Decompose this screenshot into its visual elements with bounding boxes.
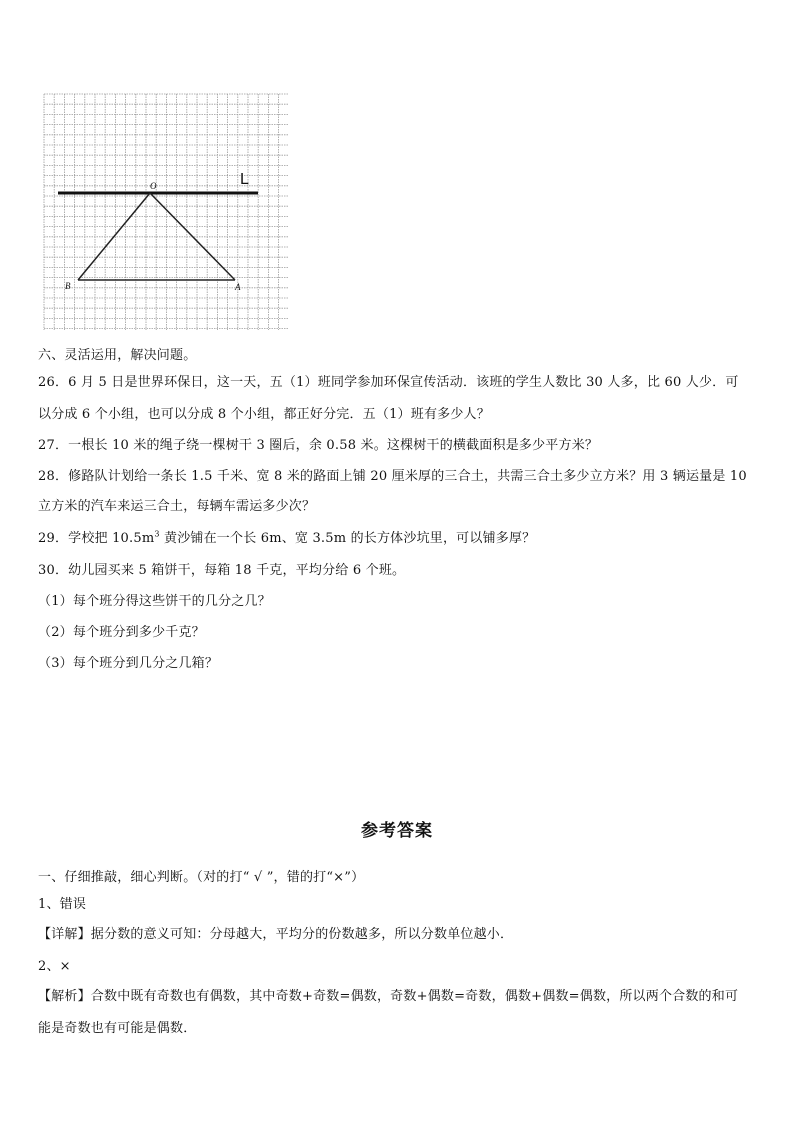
label-l: L xyxy=(240,171,249,188)
question-26-line2: 以分成 6 个小组，也可以分成 8 个小组，都正好分完．五（1）班有多少人？ xyxy=(38,407,490,422)
answer-1: 1、错误 xyxy=(38,897,87,912)
section6-heading: 六、灵活运用，解决问题。 xyxy=(38,348,197,363)
answer-2-detail-line1: 【解析】合数中既有奇数也有偶数，其中奇数+奇数=偶数，奇数+偶数=奇数，偶数+偶数=偶数，所以两个合数的和可 xyxy=(38,989,739,1004)
label-o: O xyxy=(150,181,157,191)
question-30-part2: （2）每个班分到多少千克？ xyxy=(38,625,205,640)
question-29 xyxy=(38,529,758,549)
label-a: A xyxy=(235,282,241,292)
question-28-line1: 28．修路队计划给一条长 1.5 千米、宽 8 米的路面上铺 20 厘米厚的三合土，共需三合土多少立方米？用 3 辆运量是 10 xyxy=(38,469,747,484)
answers-title: 参考答案 xyxy=(361,821,433,841)
question-29-before: 29．学校把 10.5m xyxy=(38,531,155,546)
question-26-line1: 26．6 月 5 日是世界环保日，这一天，五（1）班同学参加环保宣传活动．该班的学生人数比 30 人多，比 60 人少．可 xyxy=(38,375,739,390)
label-b: B xyxy=(65,281,71,291)
question-27: 27．一根长 10 米的绳子绕一棵树干 3 圈后，余 0.58 米。这棵树干的横截面积是多少平方米？ xyxy=(38,438,599,453)
question-28-line2: 立方米的汽车来运三合土，每辆车需运多少次？ xyxy=(38,499,316,514)
question-30-part3: （3）每个班分到几分之几箱？ xyxy=(38,656,219,671)
grid-triangle-figure xyxy=(40,90,292,334)
answer-2-detail-line2: 能是奇数也有可能是偶数． xyxy=(38,1021,197,1036)
grid-lines xyxy=(44,94,288,330)
answer-2: 2、× xyxy=(38,959,71,974)
answer-1-detail: 【详解】据分数的意义可知：分母越大，平均分的份数越多，所以分数单位越小． xyxy=(38,927,514,942)
question-30: 30．幼儿园买来 5 箱饼干，每箱 18 千克，平均分给 6 个班。 xyxy=(38,563,406,578)
answers-section1-heading: 一、仔细推敲，细心判断。（对的打“ √ ”，错的打“×”） xyxy=(38,870,365,885)
question-29-after: 黄沙铺在一个长 6m、宽 3.5m 的长方体沙坑里，可以铺多厚？ xyxy=(159,531,536,546)
question-30-part1: （1）每个班分得这些饼干的几分之几？ xyxy=(38,594,271,609)
question-29-superscript: 3 xyxy=(154,529,160,539)
